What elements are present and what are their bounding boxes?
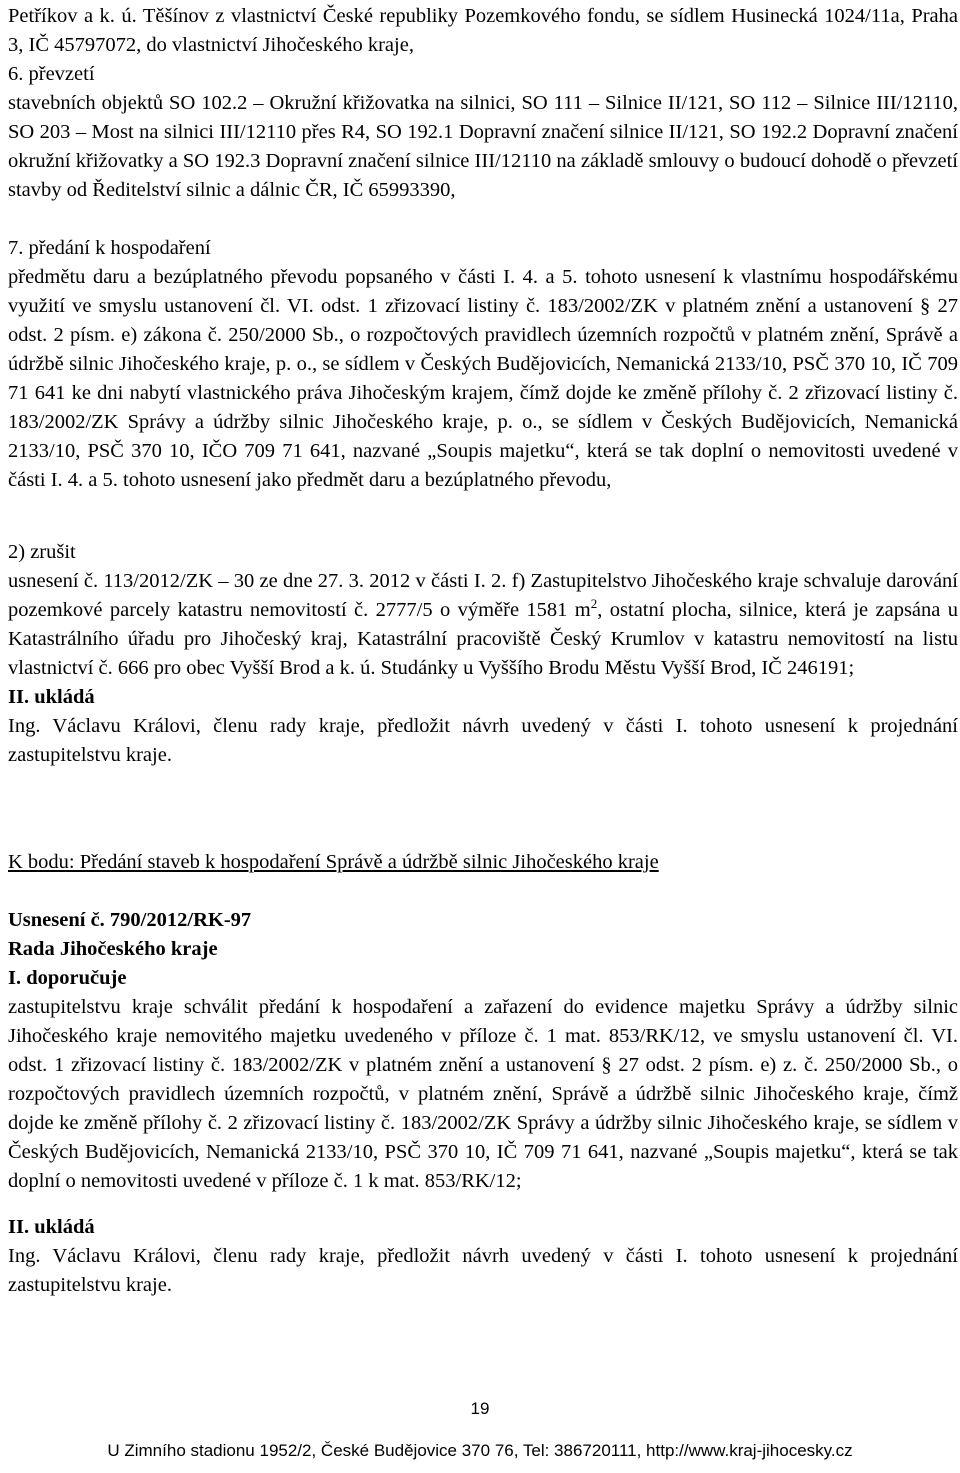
- agenda-item-heading: K bodu: Předání staveb k hospodaření Správě a údržbě silnic Jihočeského kraje: [8, 851, 659, 873]
- item-2-text-b: , ostatní plocha, silnice, která je zapsána u Katastrálního úřadu pro Jihočeský kraj, Katastrální pracoviště Český Krumlov v katastru nemovitostí na listu vlastnictví č. 666 pro obec Vyšší Brod a k. ú. Studánky u Vyššího Brodu Městu Vyšší Brod, IČ 246191;: [8, 599, 958, 679]
- resolution-number: Usnesení č. 790/2012/RK-97: [8, 909, 252, 931]
- section-i-heading: I. doporučuje: [8, 967, 127, 989]
- paragraph-intro: Petříkov a k. ú. Těšínov z vlastnictví České republiky Pozemkového fondu, se sídlem Husinecká 1024/11a, Praha 3, IČ 45797072, do vlastnictví Jihočeského kraje,: [8, 5, 958, 56]
- section-ii-heading-2: II. ukládá: [8, 1216, 95, 1238]
- page-number: 19: [470, 1399, 490, 1418]
- item-6-text: stavebních objektů SO 102.2 – Okružní křižovatka na silnici, SO 111 – Silnice II/121, SO 112 – Silnice III/12110, SO 203 – Most na silnici III/12110 přes R4, SO 192.1 Dopravní značení silnice II/121, SO 192.2 Dopravní značení okružní křižovatky a SO 192.3 Dopravní značení silnice III/12110 na základě smlouvy o budoucí dohodě o převzetí stavby od Ředitelství silnic a dálnic ČR, IČ 65993390,: [8, 92, 958, 201]
- footer-address: U Zimního stadionu 1952/2, České Budějovice 370 76, Tel: 386720111, http://www.kraj-jihocesky.cz: [107, 1441, 853, 1460]
- section-ii-heading-1: II. ukládá: [8, 686, 95, 708]
- council-name: Rada Jihočeského kraje: [8, 938, 218, 960]
- item-7-label: 7. předání k hospodaření: [8, 237, 211, 259]
- item-2-label: 2) zrušit: [8, 541, 76, 563]
- item-2-text-a: usnesení č. 113/2012/ZK – 30 ze dne 27. 3. 2012 v části I. 2. f) Zastupitelstvo Jihočeského kraje schvaluje darování pozemkové parcely katastru nemovitostí č. 2777/5 o výměře 1581 m: [8, 570, 958, 621]
- item-6-label: 6. převzetí: [8, 63, 95, 85]
- item-7-text: předmětu daru a bezúplatného převodu popsaného v části I. 4. a 5. tohoto usnesení k vlastnímu hospodářskému využití ve smyslu ustanovení čl. VI. odst. 1 zřizovací listiny č. 183/2002/ZK v platném znění a ustanovení § 27 odst. 2 písm. e) zákona č. 250/2000 Sb., o rozpočtových pravidlech územních rozpočtů v platném znění, Správě a údržbě silnic Jihočeského kraje, p. o., se sídlem v Českých Budějovicích, Nemanická 2133/10, PSČ 370 10, IČ 709 71 641 ke dni nabytí vlastnického práva Jihočeským krajem, čímž dojde ke změně přílohy č. 2 zřizovací listiny č. 183/2002/ZK Správy a údržby silnic Jihočeského kraje, p. o., se sídlem v Českých Budějovicích, Nemanická 2133/10, PSČ 370 10, IČO 709 71 641, nazvané „Soupis majetku“, která se tak doplní o nemovitosti uvedené v části I. 4. a 5. tohoto usnesení jako předmět daru a bezúplatného převodu,: [8, 266, 958, 491]
- section-ii-text-1: Ing. Václavu Královi, členu rady kraje, předložit návrh uvedený v části I. tohoto usnesení k projednání zastupitelstvu kraje.: [8, 715, 958, 766]
- section-ii-text-2: Ing. Václavu Královi, členu rady kraje, předložit návrh uvedený v části I. tohoto usnesení k projednání zastupitelstvu kraje.: [8, 1245, 958, 1296]
- item-2-superscript: 2: [590, 596, 598, 611]
- section-i-text: zastupitelstvu kraje schválit předání k hospodaření a zařazení do evidence majetku Správy a údržby silnic Jihočeského kraje nemovitého majetku uvedeného v příloze č. 1 mat. 853/RK/12, ve smyslu ustanovení čl. VI. odst. 1 zřizovací listiny č. 183/2002/ZK v platném znění a ustanovení § 27 odst. 2 písm. e) z. č. 250/2000 Sb., o rozpočtových pravidlech územních rozpočtů, v platném znění, Správě a údržbě silnic Jihočeského kraje, čímž dojde ke změně přílohy č. 2 zřizovací listiny č. 183/2002/ZK Správy a údržby silnic Jihočeského kraje, se sídlem v Českých Budějovicích, Nemanická 2133/10, PSČ 370 10, IČ 709 71 641, nazvané „Soupis majetku“, která se tak doplní o nemovitosti uvedené v příloze č. 1 k mat. 853/RK/12;: [8, 996, 958, 1192]
- item-2-text: [8, 567, 958, 683]
